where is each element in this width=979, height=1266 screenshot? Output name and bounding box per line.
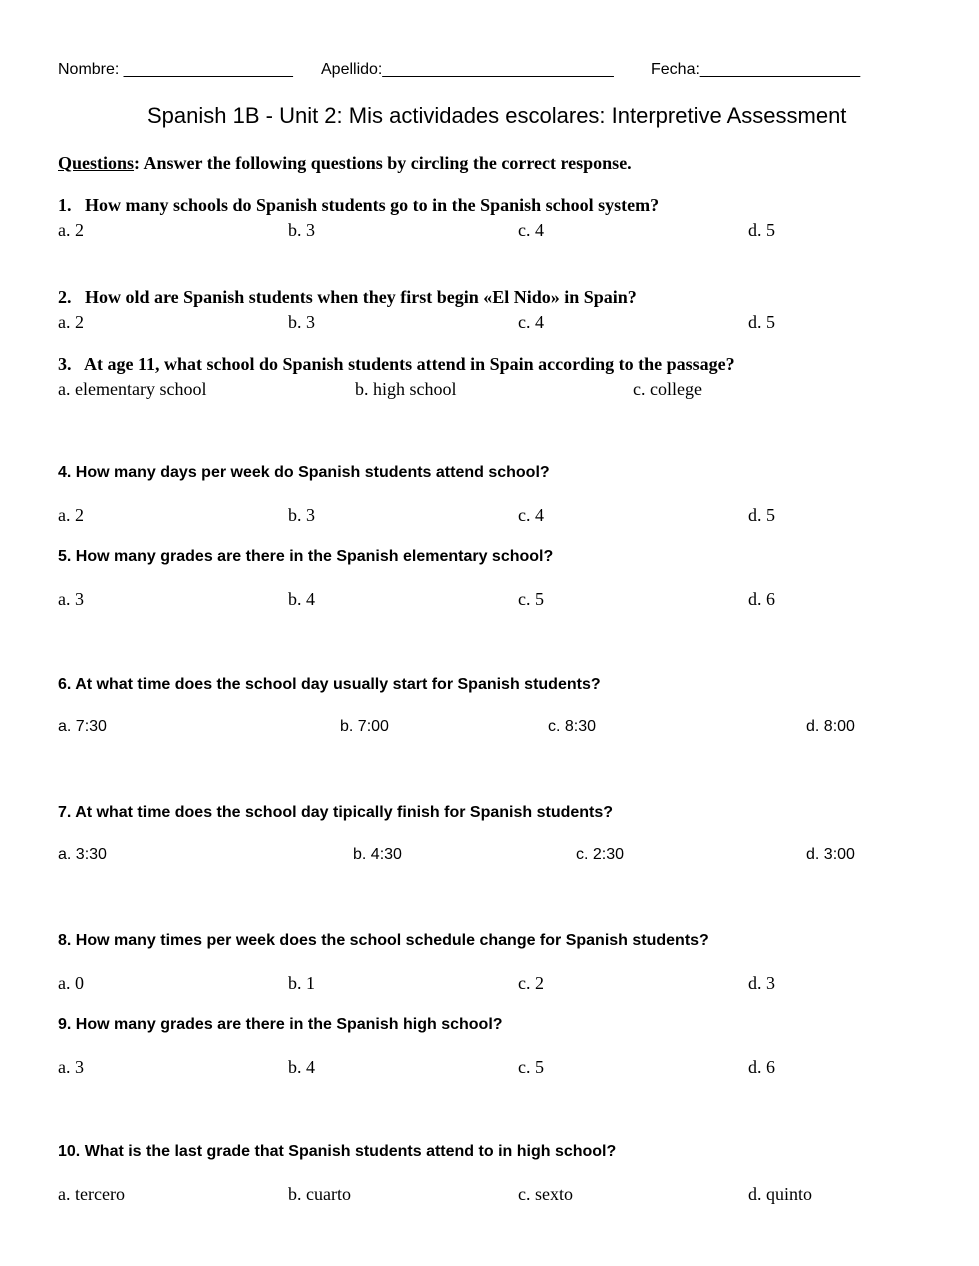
q2-option-c[interactable]: c. 4 (518, 312, 544, 332)
q5-option-b[interactable]: b. 4 (288, 589, 315, 609)
q10-option-c[interactable]: c. sexto (518, 1184, 573, 1204)
q7-option-b[interactable]: b. 4:30 (353, 846, 402, 863)
q10-option-d[interactable]: d. quinto (748, 1184, 813, 1204)
q1-option-b[interactable]: b. 3 (288, 220, 315, 240)
instructions-text: : Answer the following questions by circling the correct response. (134, 153, 632, 173)
question-2: 2. How old are Spanish students when they first begin «El Nido» in Spain? (58, 287, 637, 307)
question-9: 9. How many grades are there in the Spanish high school? (58, 1016, 503, 1033)
question-8: 8. How many times per week does the school schedule change for Spanish students? (58, 932, 709, 949)
q8-option-c[interactable]: c. 2 (518, 973, 544, 993)
q8-option-a[interactable]: a. 0 (58, 973, 84, 993)
q8-option-b[interactable]: b. 1 (288, 973, 315, 993)
q3-option-b[interactable]: b. high school (355, 379, 457, 399)
q7-option-c[interactable]: c. 2:30 (576, 846, 625, 863)
q4-option-c[interactable]: c. 4 (518, 505, 544, 525)
q8-option-d[interactable]: d. 3 (748, 973, 775, 993)
q10-option-a[interactable]: a. tercero (58, 1184, 125, 1204)
question-3: 3. At age 11, what school do Spanish students attend in Spain according to the passage? (58, 354, 735, 374)
q2-option-d[interactable]: d. 5 (748, 312, 775, 332)
nombre-field[interactable]: Nombre: ___________________ (58, 61, 293, 78)
q9-option-d[interactable]: d. 6 (748, 1057, 775, 1077)
q3-option-c[interactable]: c. college (633, 379, 702, 399)
q1-option-d[interactable]: d. 5 (748, 220, 775, 240)
question-4: 4. How many days per week do Spanish students attend school? (58, 464, 550, 481)
q6-option-c[interactable]: c. 8:30 (548, 718, 597, 735)
q7-option-d[interactable]: d. 3:00 (806, 846, 855, 863)
q2-option-b[interactable]: b. 3 (288, 312, 315, 332)
q9-option-b[interactable]: b. 4 (288, 1057, 315, 1077)
q9-option-a[interactable]: a. 3 (58, 1057, 84, 1077)
apellido-field[interactable]: Apellido:__________________________ (321, 61, 614, 78)
q5-option-a[interactable]: a. 3 (58, 589, 84, 609)
q1-option-a[interactable]: a. 2 (58, 220, 84, 240)
q6-option-b[interactable]: b. 7:00 (340, 718, 389, 735)
instructions (58, 153, 632, 174)
question-1: 1. How many schools do Spanish students go to in the Spanish school system? (58, 195, 660, 215)
question-6: 6. At what time does the school day usually start for Spanish students? (58, 676, 601, 693)
q4-option-a[interactable]: a. 2 (58, 505, 84, 525)
q9-option-c[interactable]: c. 5 (518, 1057, 544, 1077)
q6-option-a[interactable]: a. 7:30 (58, 718, 107, 735)
fecha-field[interactable]: Fecha:__________________ (651, 61, 861, 78)
instructions-label: Questions (58, 153, 135, 173)
q5-option-c[interactable]: c. 5 (518, 589, 544, 609)
page-title: Spanish 1B - Unit 2: Mis actividades escolares: Interpretive Assessment (147, 103, 847, 128)
question-7: 7. At what time does the school day tipically finish for Spanish students? (58, 804, 614, 821)
q3-option-a[interactable]: a. elementary school (58, 379, 207, 399)
q7-option-a[interactable]: a. 3:30 (58, 846, 107, 863)
q4-option-d[interactable]: d. 5 (748, 505, 775, 525)
q10-option-b[interactable]: b. cuarto (288, 1184, 351, 1204)
q6-option-d[interactable]: d. 8:00 (806, 718, 855, 735)
question-10: 10. What is the last grade that Spanish students attend to in high school? (58, 1143, 617, 1160)
q4-option-b[interactable]: b. 3 (288, 505, 315, 525)
question-5: 5. How many grades are there in the Spanish elementary school? (58, 548, 554, 565)
q5-option-d[interactable]: d. 6 (748, 589, 775, 609)
q1-option-c[interactable]: c. 4 (518, 220, 544, 240)
q2-option-a[interactable]: a. 2 (58, 312, 84, 332)
